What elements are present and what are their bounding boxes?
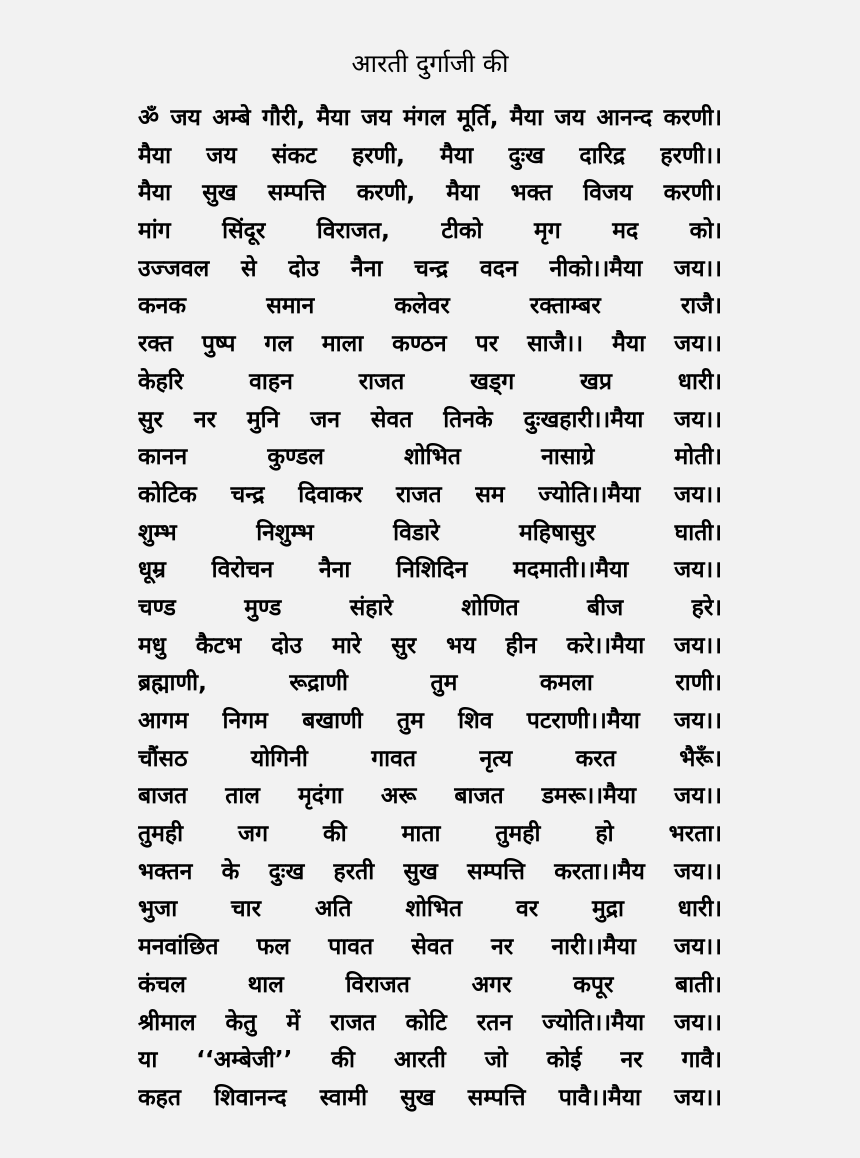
verse-line: ब्रह्माणी, रूद्राणी तुम कमला राणी। bbox=[138, 670, 722, 697]
verse-line: कानन कुण्डल शोभित नासाग्रे मोती। bbox=[138, 444, 722, 471]
verse-line: मनवांछित फल पावत सेवत नर नारी।।मैया जय।। bbox=[138, 934, 722, 961]
verse-line: कनक समान कलेवर रक्ताम्बर राजै। bbox=[138, 293, 722, 320]
aarti-verse bbox=[138, 100, 722, 1118]
verse-line: धूम्र विरोचन नैना निशिदिन मदमाती।।मैया जय।। bbox=[138, 557, 722, 584]
verse-line: केहरि वाहन राजत खड्ग खप्र धारी। bbox=[138, 368, 722, 395]
verse-line: या ‘‘अम्बेजी’’ की आरती जो कोई नर गावै। bbox=[138, 1047, 722, 1074]
verse-line: उज्जवल से दोउ नैना चन्द्र वदन नीको।।मैया जय।। bbox=[138, 255, 722, 282]
verse-line: ॐ जय अम्बे गौरी, मैया जय मंगल मूर्ति, मैया जय आनन्द करणी। bbox=[138, 105, 722, 131]
verse-line: चौंसठ योगिनी गावत नृत्य करत भैरूँ। bbox=[138, 745, 722, 772]
page-title: आरती दुर्गाजी की bbox=[351, 49, 509, 78]
verse-line: रक्त पुष्प गल माला कण्ठन पर साजै।। मैया जय।। bbox=[138, 331, 722, 358]
verse-line: बाजत ताल मृदंगा अरू बाजत डमरू।।मैया जय।। bbox=[138, 783, 722, 810]
verse-line: कोटिक चन्द्र दिवाकर राजत सम ज्योति।।मैया जय।। bbox=[138, 481, 722, 508]
verse-line: कहत शिवानन्द स्वामी सुख सम्पत्ति पावै।।मैया जय।। bbox=[138, 1084, 722, 1111]
verse-line: तुमही जग की माता तुमही हो भरता। bbox=[138, 821, 722, 848]
verse-line: श्रीमाल केतु में राजत कोटि रतन ज्योति।।मैया जय।। bbox=[138, 1009, 722, 1036]
verse-line: मैया जय संकट हरणी, मैया दुःख दारिद्र हरणी।। bbox=[138, 142, 722, 169]
verse-line: मधु कैटभ दोउ मारे सुर भय हीन करे।।मैया जय।। bbox=[138, 632, 722, 659]
verse-line: चण्ड मुण्ड संहारे शोणित बीज हरे। bbox=[138, 594, 722, 621]
verse-line: भक्तन के दुःख हरती सुख सम्पत्ति करता।।मैय जय।। bbox=[138, 858, 722, 885]
verse-line: सुर नर मुनि जन सेवत तिनके दुःखहारी।।मैया जय।। bbox=[138, 406, 722, 433]
verse-line: मैया सुख सम्पत्ति करणी, मैया भक्त विजय करणी। bbox=[138, 180, 722, 207]
verse-line: भुजा चार अति शोभित वर मुद्रा धारी। bbox=[138, 896, 722, 923]
verse-line: शुम्भ निशुम्भ विडारे महिषासुर घाती। bbox=[138, 519, 722, 546]
verse-line: आगम निगम बखाणी तुम शिव पटराणी।।मैया जय।। bbox=[138, 708, 722, 734]
verse-line: कंचल थाल विराजत अगर कपूर बाती। bbox=[138, 971, 722, 998]
verse-line: मांग सिंदूर विराजत, टीको मृग मद को। bbox=[138, 218, 722, 245]
